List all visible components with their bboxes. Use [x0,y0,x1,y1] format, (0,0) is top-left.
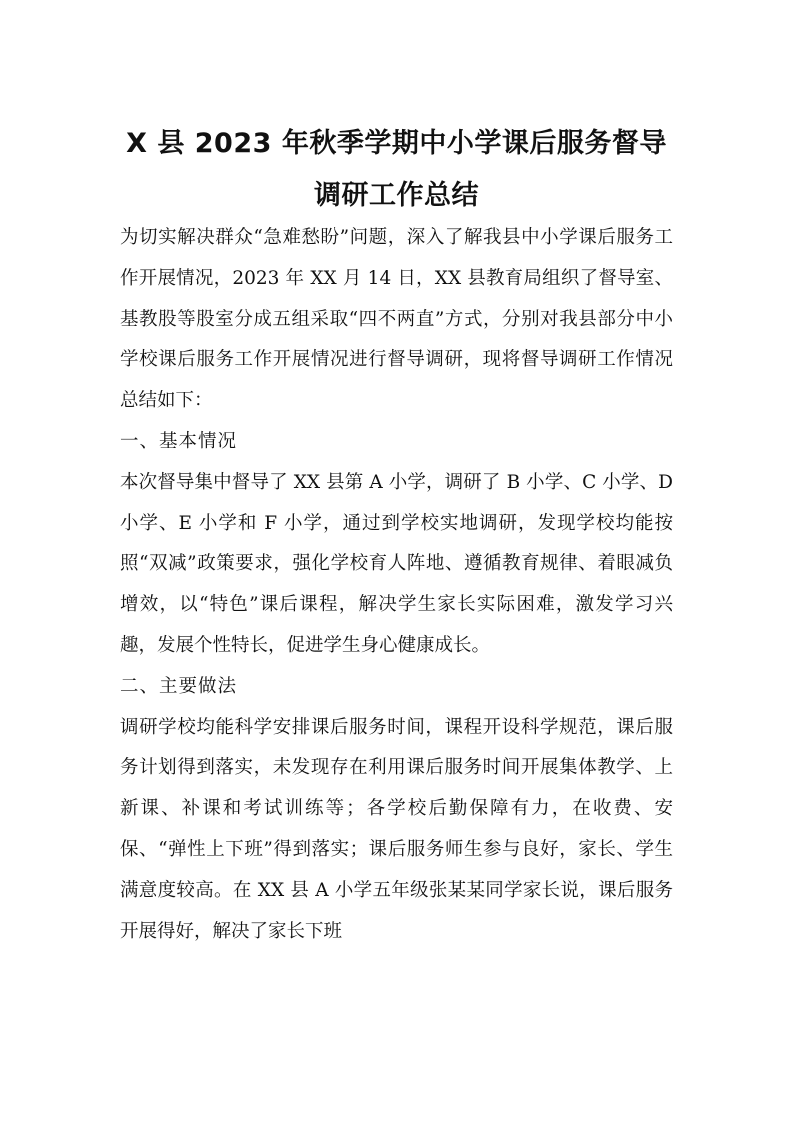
basic-situation-paragraph: 本次督导集中督导了 XX 县第 A 小学，调研了 B 小学、C 小学、D 小学、E 小学和 F 小学，通过到学校实地调研，发现学校均能按照“双减”政策要求，强化学校育人阵地、遵循教育规律、着眼减负增效，以“特色”课后课程，解决学生家长实际困难，激发学习兴趣，发展个性特长，促进学生身心健康成长。 [120,471,673,656]
document-body [120,218,673,952]
document-title [110,118,683,222]
intro-paragraph: 为切实解决群众“急难愁盼”问题，深入了解我县中小学课后服务工作开展情况，2023 年 XX 月 14 日，XX 县教育局组织了督导室、基教股等股室分成五组采取“四不两直”方式，分别对我县部分中小学校课后服务工作开展情况进行督导调研，现将督导调研工作情况总结如下： [120,227,673,412]
section-heading-basic-situation: 一、基本情况 [120,430,238,452]
main-practices-paragraph: 调研学校均能科学安排课后服务时间，课程开设科学规范，课后服务计划得到落实，未发现存在利用课后服务时间开展集体教学、上新课、补课和考试训练等；各学校后勤保障有力，在收费、安保、“弹性上下班”得到落实；课后服务师生参与良好，家长、学生满意度较高。在 XX 县 A 小学五年级张某某同学家长说，课后服务开展得好，解决了家长下班 [120,716,673,942]
title-line-2: 调研工作总结 [314,180,479,211]
title-line-1: X 县 2023 年秋季学期中小学课后服务督导 [126,128,667,159]
section-heading-main-practices: 二、主要做法 [120,675,238,697]
